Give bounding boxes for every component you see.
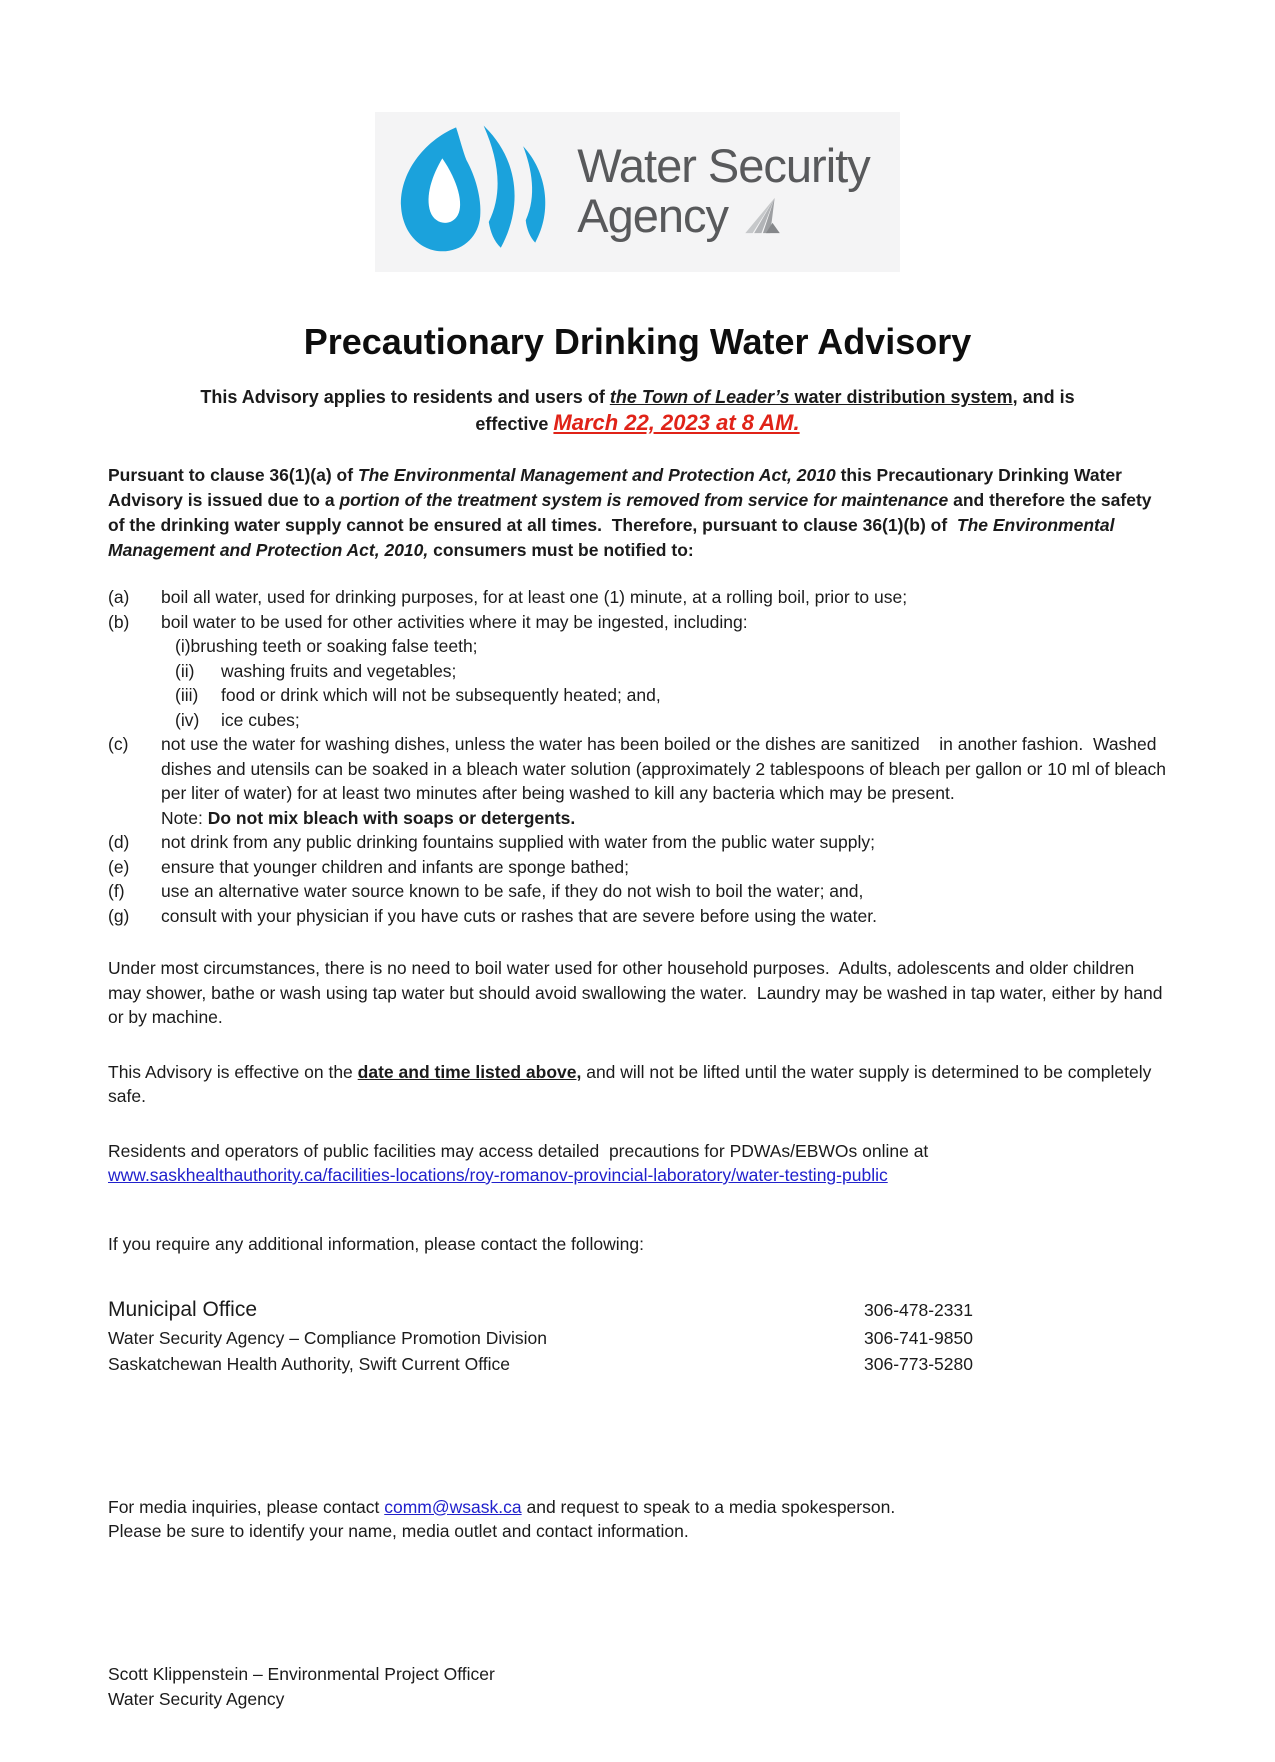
contact-phone: 306-478-2331 xyxy=(864,1299,973,1320)
sub-item-iv xyxy=(175,708,1167,733)
media-before: For media inquiries, please contact xyxy=(108,1496,385,1517)
media-email-link[interactable]: comm@wsask.ca xyxy=(384,1496,522,1517)
sub-label: (ii) xyxy=(175,660,195,681)
signature-org: Water Security Agency xyxy=(108,1688,285,1709)
contact-phone: 306-741-9850 xyxy=(864,1327,973,1348)
effective-line xyxy=(108,410,1167,437)
contact-row-municipal xyxy=(108,1295,1167,1325)
advisory-reason: portion of the treatment system is removed from service for maintenance xyxy=(339,490,949,510)
media-line2: Please be sure to identify your name, media outlet and contact information. xyxy=(108,1521,689,1541)
item-label: (f) xyxy=(108,881,125,901)
act-title-1: The Environmental Management and Protection Act, 2010 xyxy=(357,465,836,485)
pursuant-p4: consumers must be notified to: xyxy=(428,540,694,560)
sail-icon xyxy=(738,195,782,239)
contact-list xyxy=(108,1295,1167,1377)
contact-heading: If you require any additional information, please contact the following: xyxy=(108,1233,645,1254)
page-title: Precautionary Drinking Water Advisory xyxy=(303,321,972,362)
system-underlined xyxy=(610,387,1013,407)
sub-label: (i) xyxy=(175,636,191,656)
online-access-text: Residents and operators of public facilities may access detailed precautions for PDWAs/EBWOs online at xyxy=(108,1140,929,1161)
online-access-paragraph xyxy=(108,1139,1167,1188)
water-drop-logo-icon xyxy=(389,120,561,262)
contact-name: Water Security Agency – Compliance Promotion Division xyxy=(108,1327,547,1348)
advisory-applies-line xyxy=(108,384,1167,410)
sub-label: (iii) xyxy=(175,685,199,705)
item-label: (g) xyxy=(108,905,130,926)
logo-line1: Water Security xyxy=(577,139,870,192)
pursuant-p2: this Precautionary Drinking Water Advisory is issued due to a xyxy=(108,465,1127,510)
effective-date: March 22, 2023 at 8 AM. xyxy=(553,410,800,435)
pursuant-p1: Pursuant to clause 36(1)(a) of xyxy=(108,465,358,485)
item-text: ensure that younger children and infants are sponge bathed; xyxy=(161,856,629,877)
pursuant-p3: and therefore the safety of the drinking water supply cannot be ensured at all times. Therefore, pursuant to clause 36(1)(b) of xyxy=(108,490,1157,535)
list-item-a xyxy=(108,585,1167,610)
date-time-underlined: date and time listed above, xyxy=(357,1061,582,1082)
item-text: boil all water, used for drinking purposes, for at least one (1) minute, at a rolling boil, prior to use; xyxy=(161,587,908,607)
sub-text: food or drink which will not be subsequently heated; and, xyxy=(221,685,661,705)
logo-line2: Agency xyxy=(577,189,729,242)
contact-row-wsa xyxy=(108,1325,1167,1351)
wsa-logo xyxy=(375,112,899,272)
list-item-g xyxy=(108,904,1167,929)
note-label: Note: xyxy=(161,807,208,828)
water-testing-link[interactable]: www.saskhealthauthority.ca/facilities-locations/roy-romanov-provincial-laboratory/water-testing-public xyxy=(108,1165,888,1185)
effective-paragraph xyxy=(108,1060,1167,1109)
contact-name: Saskatchewan Health Authority, Swift Current Office xyxy=(108,1353,511,1374)
sub-label: (iv) xyxy=(175,709,200,730)
sub-item-iii xyxy=(175,683,1167,708)
sub-item-ii xyxy=(175,659,1167,684)
item-label: (b) xyxy=(108,611,130,632)
logo-wordmark xyxy=(577,141,869,241)
town-name: the Town of Leader’s xyxy=(609,387,790,407)
item-text: consult with your physician if you have cuts or rashes that are severe before using the water. xyxy=(161,905,877,926)
household-paragraph: Under most circumstances, there is no need to boil water used for other household purposes. Adults, adolescents and older children may shower, bathe or wash using tap water but should avoid swallowing the water. Laundry may be washed in tap water, either by hand or by machine. xyxy=(108,958,1168,1027)
sub-text: brushing teeth or soaking false teeth; xyxy=(190,636,478,656)
item-label: (e) xyxy=(108,856,130,877)
item-text: boil water to be used for other activities where it may be ingested, including: xyxy=(161,611,748,632)
item-text: not use the water for washing dishes, unless the water has been boiled or the dishes are sanitized in another fashion. Washed dishes and utensils can be soaked in a bleach water solution (approximately 2 tablespoons of bleach per gallon or 10 ml of bleach per liter of water) for at least two minutes after being washed to kill any bacteria which may be present. xyxy=(161,734,1171,803)
list-item-c xyxy=(108,732,1171,830)
item-label: (d) xyxy=(108,832,130,852)
sub-text: washing fruits and vegetables; xyxy=(221,660,457,681)
contact-row-health-authority xyxy=(108,1351,1167,1377)
contact-phone: 306-773-5280 xyxy=(864,1353,973,1374)
item-text: use an alternative water source known to be safe, if they do not wish to boil the water; and, xyxy=(161,881,864,901)
contact-name: Municipal Office xyxy=(108,1297,258,1321)
effective-label: effective xyxy=(475,414,554,434)
system-rest: water distribution system xyxy=(789,387,1013,407)
pursuant-paragraph xyxy=(108,463,1167,563)
list-item-f xyxy=(108,879,1167,904)
signature-name: Scott Klippenstein – Environmental Project Officer xyxy=(108,1663,495,1684)
list-item-b xyxy=(108,610,1167,733)
media-after: and request to speak to a media spokesperson. xyxy=(521,1496,896,1517)
advisory-document xyxy=(108,112,1171,1712)
advisory-applies-section xyxy=(108,384,1167,437)
sub-text: ice cubes; xyxy=(221,709,300,730)
item-text: not drink from any public drinking fountains supplied with water from the public water supply; xyxy=(161,832,875,852)
note-bold: Do not mix bleach with soaps or detergents. xyxy=(207,807,576,828)
list-item-e xyxy=(108,855,1167,880)
list-item-d xyxy=(108,830,1167,855)
applies-prefix: This Advisory applies to residents and users of xyxy=(200,387,610,407)
item-label: (c) xyxy=(108,734,129,754)
effective-before: This Advisory is effective on the xyxy=(108,1061,358,1082)
sub-item-i xyxy=(175,634,1167,659)
applies-suffix: , and is xyxy=(1012,387,1075,407)
act-title-2: The Environmental Management and Protection Act, 2010, xyxy=(108,515,1120,560)
effective-after: and will not be lifted until the water supply is determined to be completely safe. xyxy=(108,1061,1157,1106)
media-line1 xyxy=(108,1495,1167,1520)
item-label: (a) xyxy=(108,587,130,607)
advisory-list xyxy=(108,585,1171,928)
bleach-note xyxy=(161,806,1167,831)
signature-block xyxy=(108,1662,1167,1712)
media-paragraph xyxy=(108,1495,1167,1544)
